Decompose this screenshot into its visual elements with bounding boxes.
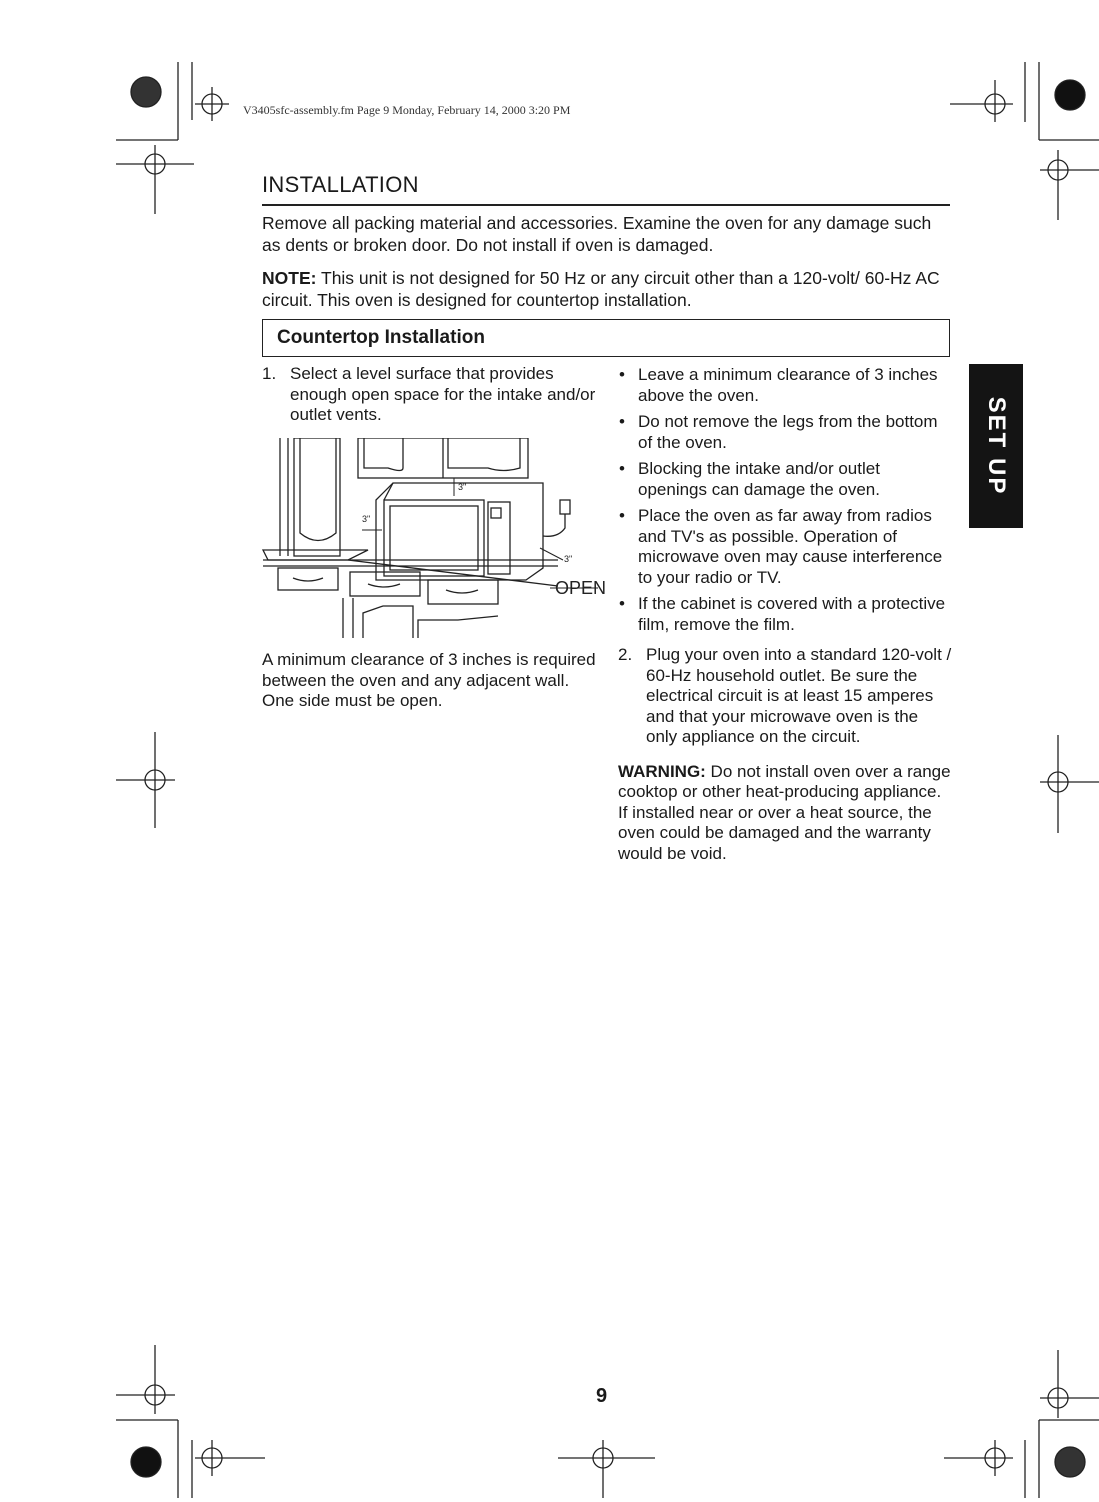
bullet-icon: • [619,594,625,613]
solid-mark-icon [131,1447,161,1477]
solid-mark-icon [1055,80,1085,110]
section-tab [969,364,1023,528]
note-label: NOTE: [262,268,317,288]
step-2 [618,645,953,748]
requirements-list [618,365,953,635]
bullet-icon: • [619,412,625,431]
left-column [262,364,597,426]
warning-label: WARNING: [618,761,706,781]
subsection-title: Countertop Installation [277,327,485,348]
dimension-right-label: 3" [564,554,573,564]
warning-text: Do not install oven over a range cooktop or other heat-producing appliance. If installed near or over a heat source, the oven could be damaged and the warranty would be void. [618,761,951,863]
list-item: • Blocking the intake and/or outlet openings can damage the oven. [619,459,880,499]
step-1-number: 1. [262,364,277,383]
bullet-icon: • [619,459,625,478]
warning-paragraph [618,762,953,865]
page-number: 9 [596,1385,608,1407]
step-2-text: Plug your oven into a standard 120-volt / 60-Hz household outlet. Be sure the electrical circuit is at least 15 amperes and that your microwave oven is the only appliance on the circuit. [646,645,952,746]
list-item: • Leave a minimum clearance of 3 inches above the oven. [619,365,938,405]
step-1 [262,364,597,426]
figure-caption: A minimum clearance of 3 inches is required between the oven and any adjacent wall. One side must be open. [262,650,596,710]
title-rule [262,204,950,206]
list-item: • If the cabinet is covered with a protective film, remove the film. [619,594,946,634]
dimension-left-label: 3" [362,514,371,524]
intro-paragraph: Remove all packing material and accessories. Examine the oven for any damage such as dents or broken door. Do not install if oven is damaged. [262,213,932,255]
note-paragraph [262,267,952,311]
bullet-icon: • [619,506,625,525]
subsection-header [262,319,950,357]
starburst-mark-icon [131,77,161,107]
countertop-installation-figure [258,438,623,638]
bullet-icon: • [619,365,625,384]
starburst-mark-icon [1055,1447,1085,1477]
note-text: This unit is not designed for 50 Hz or any circuit other than a 120-volt/ 60-Hz AC circuit. This oven is designed for countertop installation. [262,268,940,310]
step-2-number: 2. [618,645,633,664]
file-header: V3405sfc-assembly.fm Page 9 Monday, February 14, 2000 3:20 PM [243,103,571,117]
list-item: • Place the oven as far away from radios and TV's as possible. Operation of microwave oven may cause interference to your radio or TV. [619,506,943,587]
dimension-top-label: 3" [458,482,467,492]
section-tab-label: SET UP [983,396,1010,496]
list-item: • Do not remove the legs from the bottom of the oven. [619,412,938,452]
right-column [618,365,953,864]
page-title: INSTALLATION [262,172,419,197]
open-label: OPEN [555,578,607,598]
step-1-text: Select a level surface that provides enough open space for the intake and/or outlet vents. [290,364,596,424]
